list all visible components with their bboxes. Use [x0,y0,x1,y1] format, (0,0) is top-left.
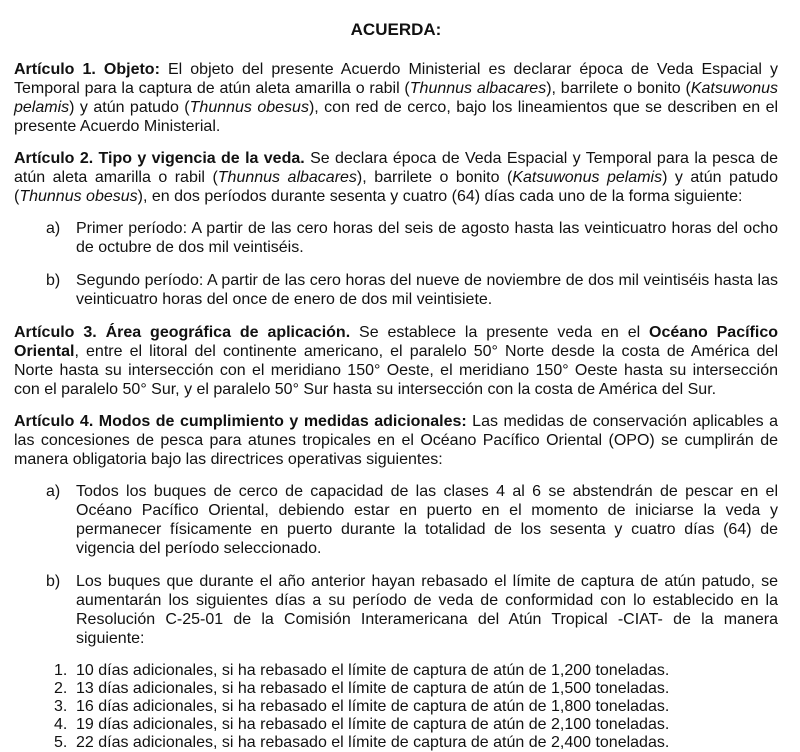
article-2-text: Se declara época de Veda Espacial y Temporal para la pesca de atún aleta amarilla o rabil ( [14,150,778,186]
list-marker: 5. [54,734,68,751]
list-marker: a) [46,220,61,237]
list-item [14,482,778,558]
list-item [14,662,778,680]
list-marker: 4. [54,716,68,733]
article-4 [14,412,778,469]
article-4-text: Las medidas de conservación aplicables a las concesiones de pesca para atunes tropicales en el Océano Pacífico Oriental (OPO) se cumplirán de manera obligatoria bajo las directrices operativas siguientes: [14,413,779,468]
list-item-text: 22 días adicionales, si ha rebasado el límite de captura de atún de 2,400 toneladas. [76,734,670,751]
list-item-text: Primer período: A partir de las cero horas del seis de agosto hasta las veinticuatro horas del ocho de octubre de dos mil veintiséis. [76,220,778,256]
article-1-heading: Artículo 1. Objeto: [14,61,160,78]
article-2-periods [14,219,778,309]
list-item [14,734,778,752]
species-name: Thunnus albacares [217,169,357,186]
list-marker: b) [46,573,61,590]
list-marker: 3. [54,698,68,715]
list-item-text: 19 días adicionales, si ha rebasado el límite de captura de atún de 2,100 toneladas. [76,716,670,733]
article-3-heading: Artículo 3. Área geográfica de aplicación. [14,324,351,341]
document-title: ACUERDA: [350,20,442,39]
article-3-text: , entre el litoral del continente americano, el paralelo 50° Norte desde la costa de América del Norte hasta su intersección con el meridiano 150° Oeste, el meridiano 150° Oeste hasta su intersección con el paralelo 50° Sur, y el paralelo 50° Sur hasta su intersección con la costa de América del Sur. [14,343,778,398]
list-item-text: Los buques que durante el año anterior hayan rebasado el límite de captura de atún patudo, se aumentarán los siguientes días a su período de veda de conformidad con lo establecido en la Resolución C-25-01 de la Comisión Interamericana del Atún Tropical -CIAT- de la manera siguiente: [76,573,778,647]
ocean-name: Océano Pacífico Oriental [14,324,778,360]
list-item [14,219,778,257]
article-2-text: ) y atún patudo ( [14,169,778,205]
species-name: Thunnus albacares [409,80,547,97]
list-item-text: Segundo período: A partir de las cero horas del nueve de noviembre de dos mil veintiséis hasta las veinticuatro horas del once de enero de dos mil veintisiete. [76,272,778,308]
species-name: Katsuwonus pelamis [14,80,778,116]
article-1-text: ), con red de cerco, bajo los lineamientos que se describen en el presente Acuerdo Ministerial. [14,99,779,135]
additional-days-list [14,662,778,752]
article-3 [14,323,778,399]
article-4-heading: Artículo 4. Modos de cumplimiento y medidas adicionales: [14,413,467,430]
list-item [14,716,778,734]
list-item-text: 13 días adicionales, si ha rebasado el límite de captura de atún de 1,500 toneladas. [76,680,670,697]
list-item [14,572,778,648]
list-item-text: 10 días adicionales, si ha rebasado el límite de captura de atún de 1,200 toneladas. [76,662,670,679]
list-marker: 1. [54,662,68,679]
list-marker: a) [46,483,61,500]
list-item [14,698,778,716]
list-item [14,271,778,309]
article-2-text: ), en dos períodos durante sesenta y cuatro (64) días cada uno de la forma siguiente: [137,188,743,205]
article-2-text: ), barrilete o bonito ( [356,169,513,186]
article-3-text: Se establece la presente veda en el [350,324,650,341]
article-1-text: ), barrilete o bonito ( [546,80,691,97]
list-item [14,680,778,698]
list-marker: 2. [54,680,68,697]
species-name: Thunnus obesus [19,188,138,205]
article-1-text: ) y atún patudo ( [69,99,190,116]
article-4-measures [14,482,778,648]
article-1-text: El objeto del presente Acuerdo Ministerial es declarar época de Veda Espacial y Temporal para la captura de atún aleta amarilla o rabil ( [14,61,779,97]
list-marker: b) [46,272,61,289]
species-name: Thunnus obesus [189,99,309,116]
article-2-heading: Artículo 2. Tipo y vigencia de la veda. [14,150,305,167]
list-item-text: Todos los buques de cerco de capacidad de las clases 4 al 6 se abstendrán de pescar en el Océano Pacífico Oriental, debiendo estar en puerto en el momento de iniciarse la veda y permanecer físicamente en puerto durante la totalidad de los sesenta y cuatro días (64) de vigencia del período seleccionado. [76,483,778,557]
article-1 [14,60,778,136]
species-name: Katsuwonus pelamis [512,169,663,186]
article-2 [14,149,778,206]
list-item-text: 16 días adicionales, si ha rebasado el límite de captura de atún de 1,800 toneladas. [76,698,670,715]
